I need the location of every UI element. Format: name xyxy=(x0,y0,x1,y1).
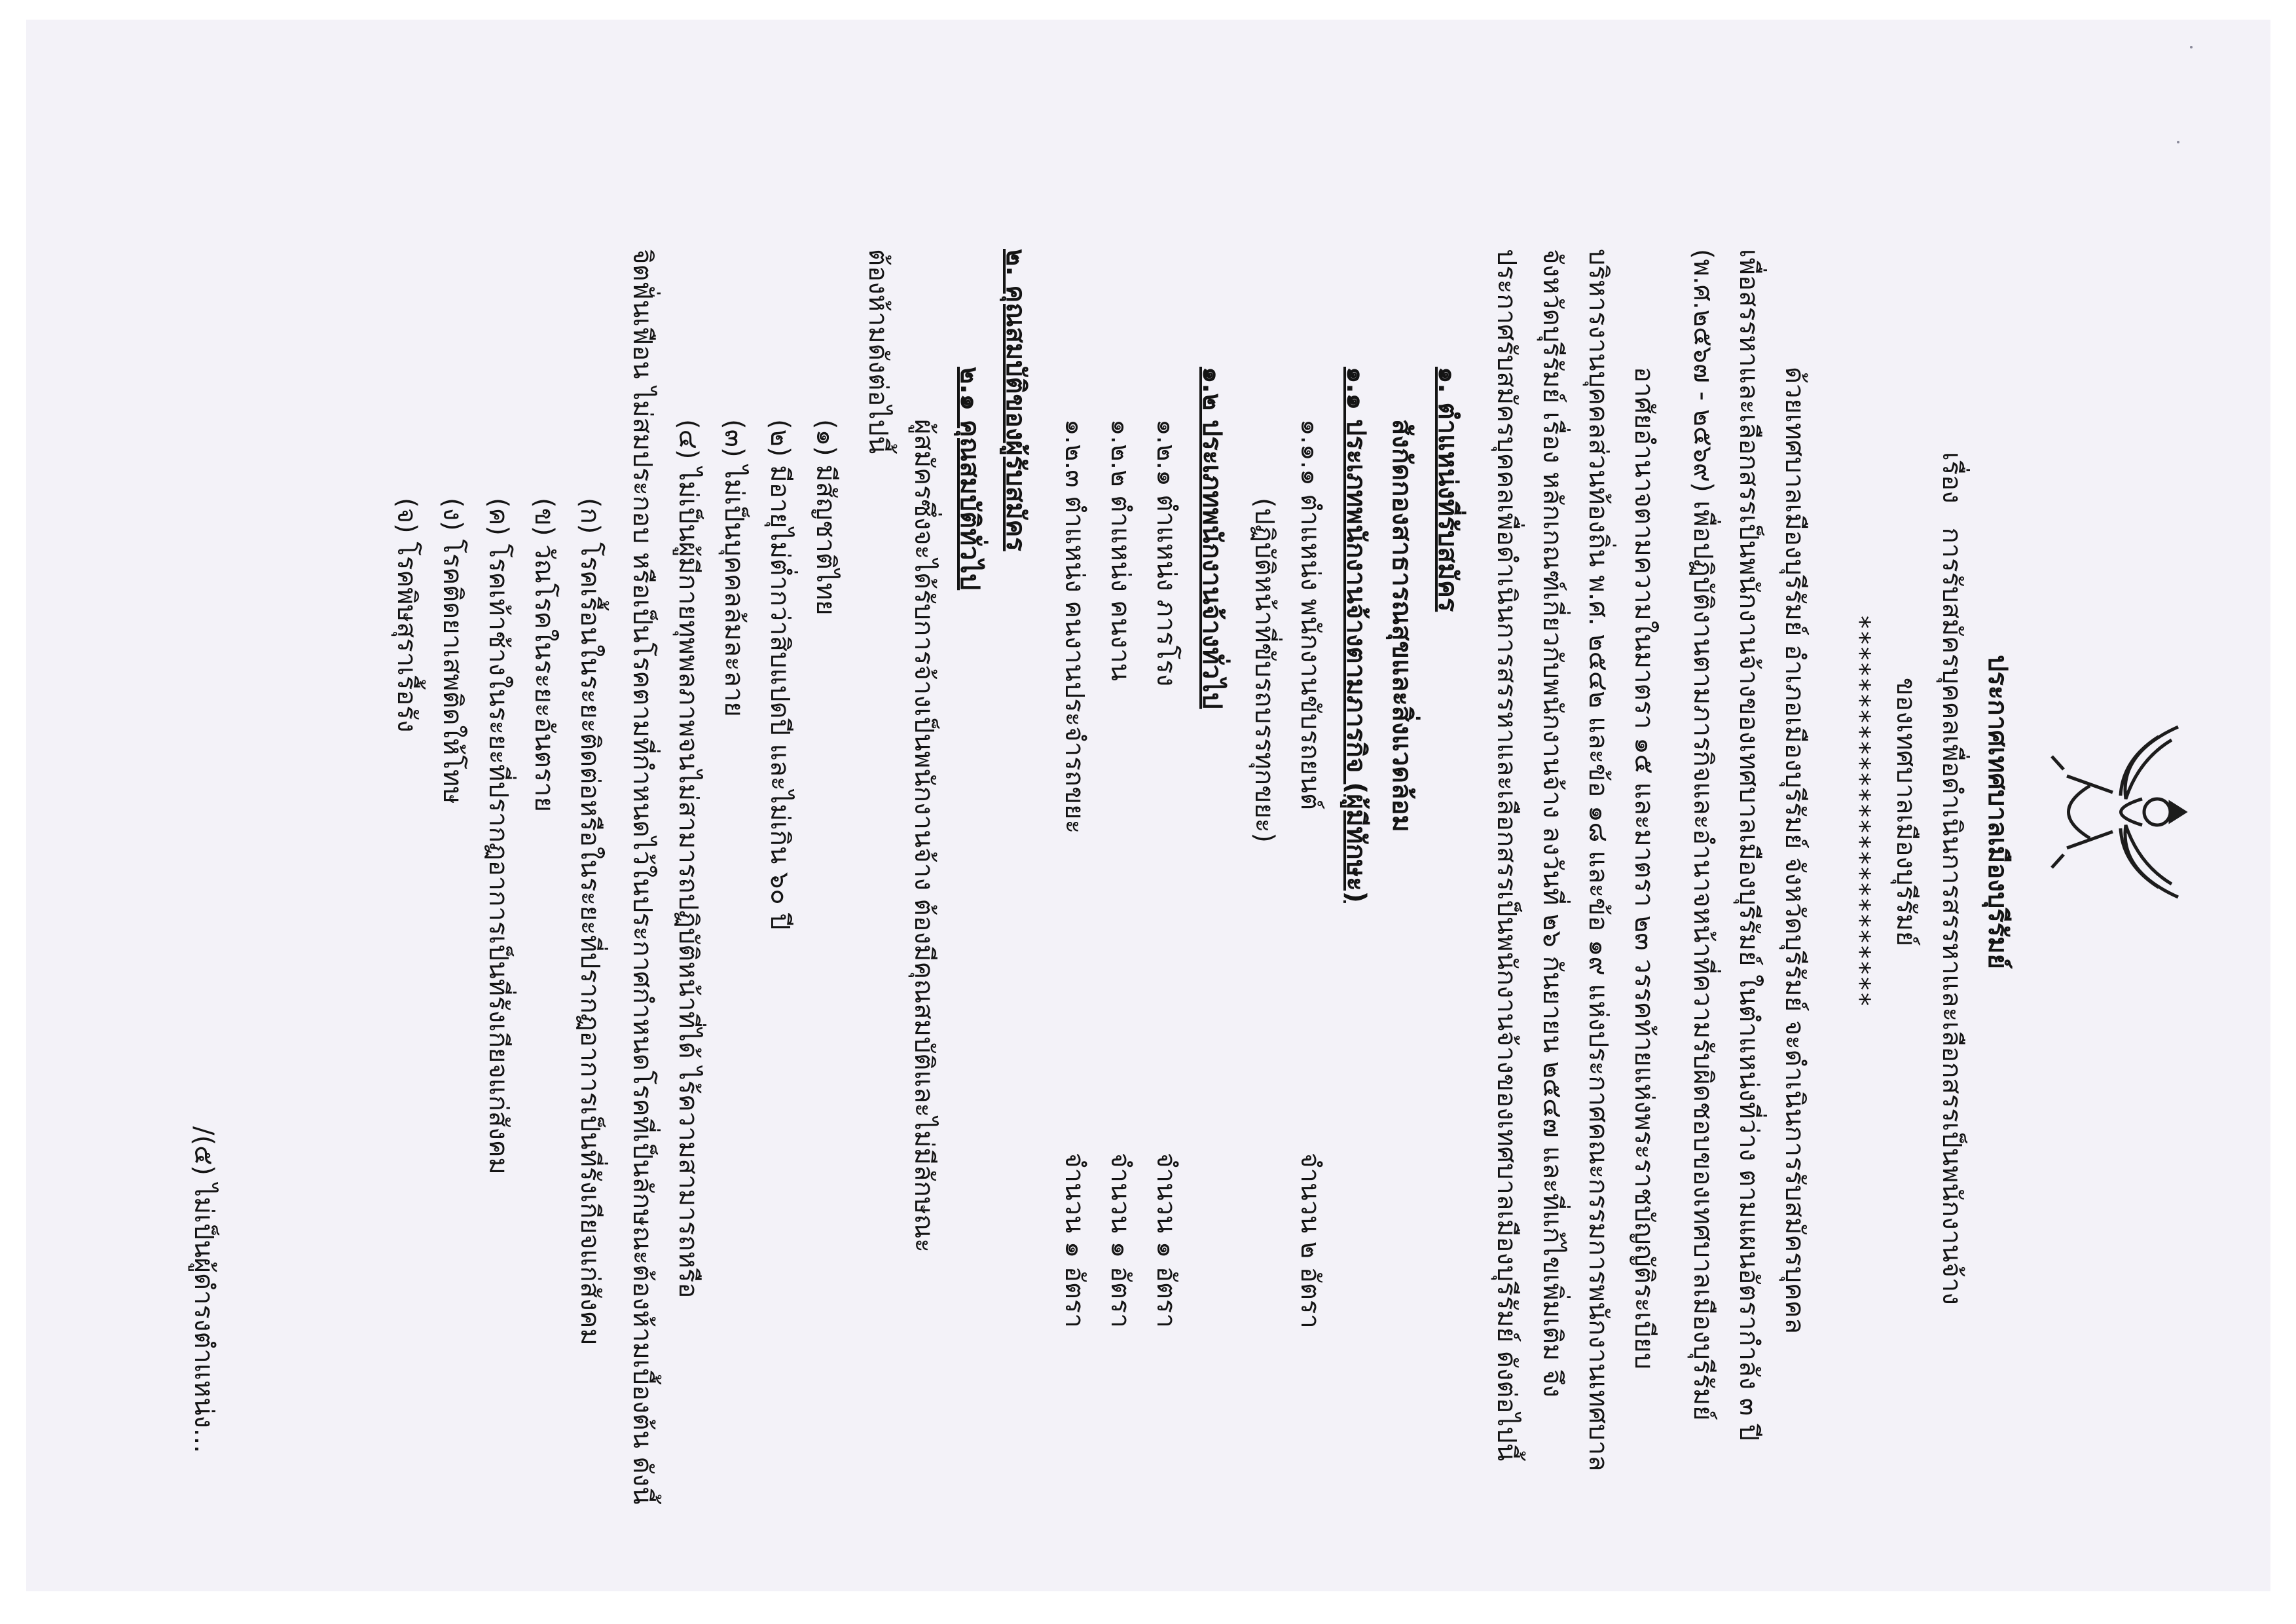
position-quantity: จำนวน ๑ อัตรา xyxy=(1151,1153,1181,1328)
disease-item: (ง) โรคติดยาเสพติดให้โทษ xyxy=(437,498,467,804)
position-item: ๑.๑.๑ ตำแหน่ง พนักงานขับรถยนต์ xyxy=(1295,419,1325,810)
position-item: ๑.๒.๒ ตำแหน่ง คนงาน xyxy=(1105,419,1135,681)
separator-stars: ************************* xyxy=(1845,616,1875,1008)
qualification-intro: ผู้สมัครซึ่งจะได้รับการจ้างเป็นพนักงานจ้าง ต้องมีคุณสมบัติและไม่มีลักษณะ xyxy=(909,419,939,1253)
position-quantity: จำนวน ๑ อัตรา xyxy=(1059,1153,1089,1328)
subsection-heading: ๑.๑ ประเภทพนักงานจ้างตามภารกิจ (ผู้มีทักษะ) xyxy=(1341,367,1371,903)
position-note: (ปฏิบัติหน้าที่ขับรถบรรทุกขยะ) xyxy=(1249,498,1279,843)
qualification-item: (๒) มีอายุไม่ต่ำกว่าสิบแปดปี และไม่เกิน ๖๐ ปี xyxy=(765,419,795,930)
subsection-heading: ๒.๑ คุณสมบัติทั่วไป xyxy=(955,367,985,591)
section-heading: ๒. คุณสมบัติของผู้รับสมัคร xyxy=(1000,249,1030,551)
position-item: ๑.๒.๑ ตำแหน่ง ภารโรง xyxy=(1151,419,1181,687)
intro-line: (พ.ศ.๒๕๖๗ - ๒๕๖๙) เพื่อปฏิบัติงานตามภารกิจและอำนาจหน้าที่ความรับผิดชอบของเทศบาลเมืองบุรีรัมย์ xyxy=(1688,249,1718,1421)
position-quantity: จำนวน ๒ อัตรา xyxy=(1295,1153,1325,1329)
disease-item: (จ) โรคพิษสุราเรื้อรัง xyxy=(392,498,422,733)
disease-item: (ก) โรคเรื้อนในระยะติดต่อหรือในระยะที่ปรากฏอาการเป็นที่รังเกียจแก่สังคม xyxy=(575,498,605,1346)
intro-line: ด้วยเทศบาลเมืองบุรีรัมย์ อำเภอเมืองบุรีรัมย์ จังหวัดบุรีรัมย์ จะดำเนินการรับสมัครบุคคล xyxy=(1779,367,1810,1335)
garuda-emblem-icon xyxy=(2041,714,2198,910)
qualification-item: (๓) ไม่เป็นบุคคลล้มละลาย xyxy=(719,419,749,717)
legal-line: จังหวัดบุรีรัมย์ เรื่อง หลักเกณฑ์เกี่ยวกับพนักงานจ้าง ลงวันที่ ๒๖ กันยายน ๒๕๔๗ และที่แก้ไขเพิ่มเติม จึง xyxy=(1537,249,1567,1397)
continuation-note: /(๕) ไม่เป็นผู้ดำรงตำแหน่ง... xyxy=(189,1126,219,1454)
disease-item: (ค) โรคเท้าช้างในระยะที่ปรากฏอาการเป็นที่รังเกียจแก่สังคม xyxy=(483,498,513,1175)
subsection-heading: ๑.๒ ประเภทพนักงานจ้างทั่วไป xyxy=(1197,367,1227,709)
qualification-item: (๑) มีสัญชาติไทย xyxy=(811,419,841,616)
notice-title: ประกาศเทศบาลเมืองบุรีรัมย์ xyxy=(1982,655,2013,969)
qualification-item: (๔) ไม่เป็นผู้มีกายทุพพลภาพจนไม่สามารถปฏิบัติหน้าที่ได้ ไร้ความสามารถหรือ xyxy=(673,419,703,1299)
qualification-intro-cont: ต้องห้ามดังต่อไปนี้ xyxy=(863,249,893,454)
disease-item: (ข) วัณโรคในระยะอันตราย xyxy=(529,498,559,813)
subject-text: การรับสมัครบุคคลเพื่อดำเนินการสรรหาและเลือกสรรเป็นพนักงานจ้าง xyxy=(1937,527,1967,1305)
intro-line: เพื่อสรรหาและเลือกสรรเป็นพนักงานจ้างของเทศบาลเมืองบุรีรัมย์ ในตำแหน่งที่ว่าง ตามแผนอัตรากำลัง ๓ ปี xyxy=(1734,249,1764,1441)
qualification-item: จิตฟั่นเฟือน ไม่สมประกอบ หรือเป็นโรคตามที่กำหนดไว้ในประกาศกำหนดโรคที่เป็นลักษณะต้องห้ามเบื้องต้น ดังนี้ xyxy=(627,249,657,1505)
position-item: ๑.๒.๓ ตำแหน่ง คนงานประจำรถขยะ xyxy=(1059,419,1089,834)
legal-line: บริหารงานบุคคลส่วนท้องถิ่น พ.ศ. ๒๕๔๒ และข้อ ๑๘ และข้อ ๑๙ แห่งประกาศคณะกรรมการพนักงานเทศบาล xyxy=(1583,249,1613,1471)
position-quantity: จำนวน ๑ อัตรา xyxy=(1105,1153,1135,1328)
legal-line: ประกาศรับสมัครบุคคลเพื่อดำเนินการสรรหาและเลือกสรรเป็นพนักงานจ้างของเทศบาลเมืองบุรีรัมย์ ดังต่อไปนี้ xyxy=(1491,249,1522,1462)
subject-line xyxy=(1928,452,1975,1305)
department-label: สังกัดกองสาธารณสุขและสิ่งแวดล้อม xyxy=(1387,419,1417,832)
issuer: ของเทศบาลเมืองบุรีรัมย์ xyxy=(1891,677,1921,947)
legal-line: อาศัยอำนาจตามความในมาตรา ๑๕ และมาตรา ๒๓ วรรคท้ายแห่งพระราชบัญญัติระเบียบ xyxy=(1629,367,1659,1370)
section-heading: ๑. ตำแหน่งที่รับสมัคร xyxy=(1432,367,1463,612)
subject-label: เรื่อง xyxy=(1937,452,1967,504)
